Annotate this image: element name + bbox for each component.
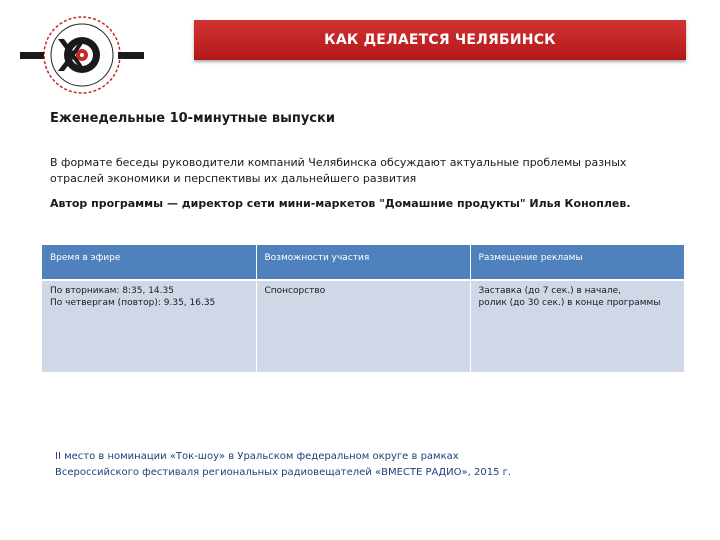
program-subtitle: Еженедельные 10-минутные выпуски: [50, 111, 335, 126]
page-title: КАК ДЕЛАЕТСЯ ЧЕЛЯБИНСК: [324, 32, 556, 48]
airtime-line: По вторникам: 8:35, 14.35: [50, 286, 174, 296]
cell-participation: [256, 280, 470, 372]
award-line: II место в номинации «Ток-шоу» в Уральском федеральном округе в рамках: [55, 451, 459, 462]
program-info-table: [42, 245, 684, 372]
airtime-line: По четвергам (повтор): 9.35, 16.35: [50, 298, 216, 308]
program-description: В формате беседы руководители компаний Челябинска обсуждают актуальные проблемы разных отраслей экономики и перспективы их дальнейшего развития: [50, 156, 627, 185]
radio-logo-icon: [18, 14, 146, 96]
cell-advertising: [470, 280, 684, 372]
page-title-banner: [194, 20, 686, 60]
station-logo: [18, 14, 146, 96]
advertising-line: Заставка (до 7 сек.) в начале,: [478, 286, 621, 296]
column-header-participation: Возможности участия: [256, 245, 470, 280]
column-header-airtime: Время в эфире: [42, 245, 256, 280]
award-note: [55, 449, 615, 481]
column-header-advertising: Размещение рекламы: [470, 245, 684, 280]
participation-line: Спонсорство: [264, 286, 326, 296]
table-row: [42, 280, 684, 372]
table-header-row: [42, 245, 684, 280]
cell-airtime: [42, 280, 256, 372]
advertising-line: ролик (до 30 сек.) в конце программы: [478, 298, 661, 308]
award-line: Всероссийского фестиваля региональных радиовещателей «ВМЕСТЕ РАДИО», 2015 г.: [55, 467, 512, 478]
program-author: Автор программы — директор сети мини-маркетов "Домашние продукты" Илья Коноплев.: [50, 197, 631, 210]
